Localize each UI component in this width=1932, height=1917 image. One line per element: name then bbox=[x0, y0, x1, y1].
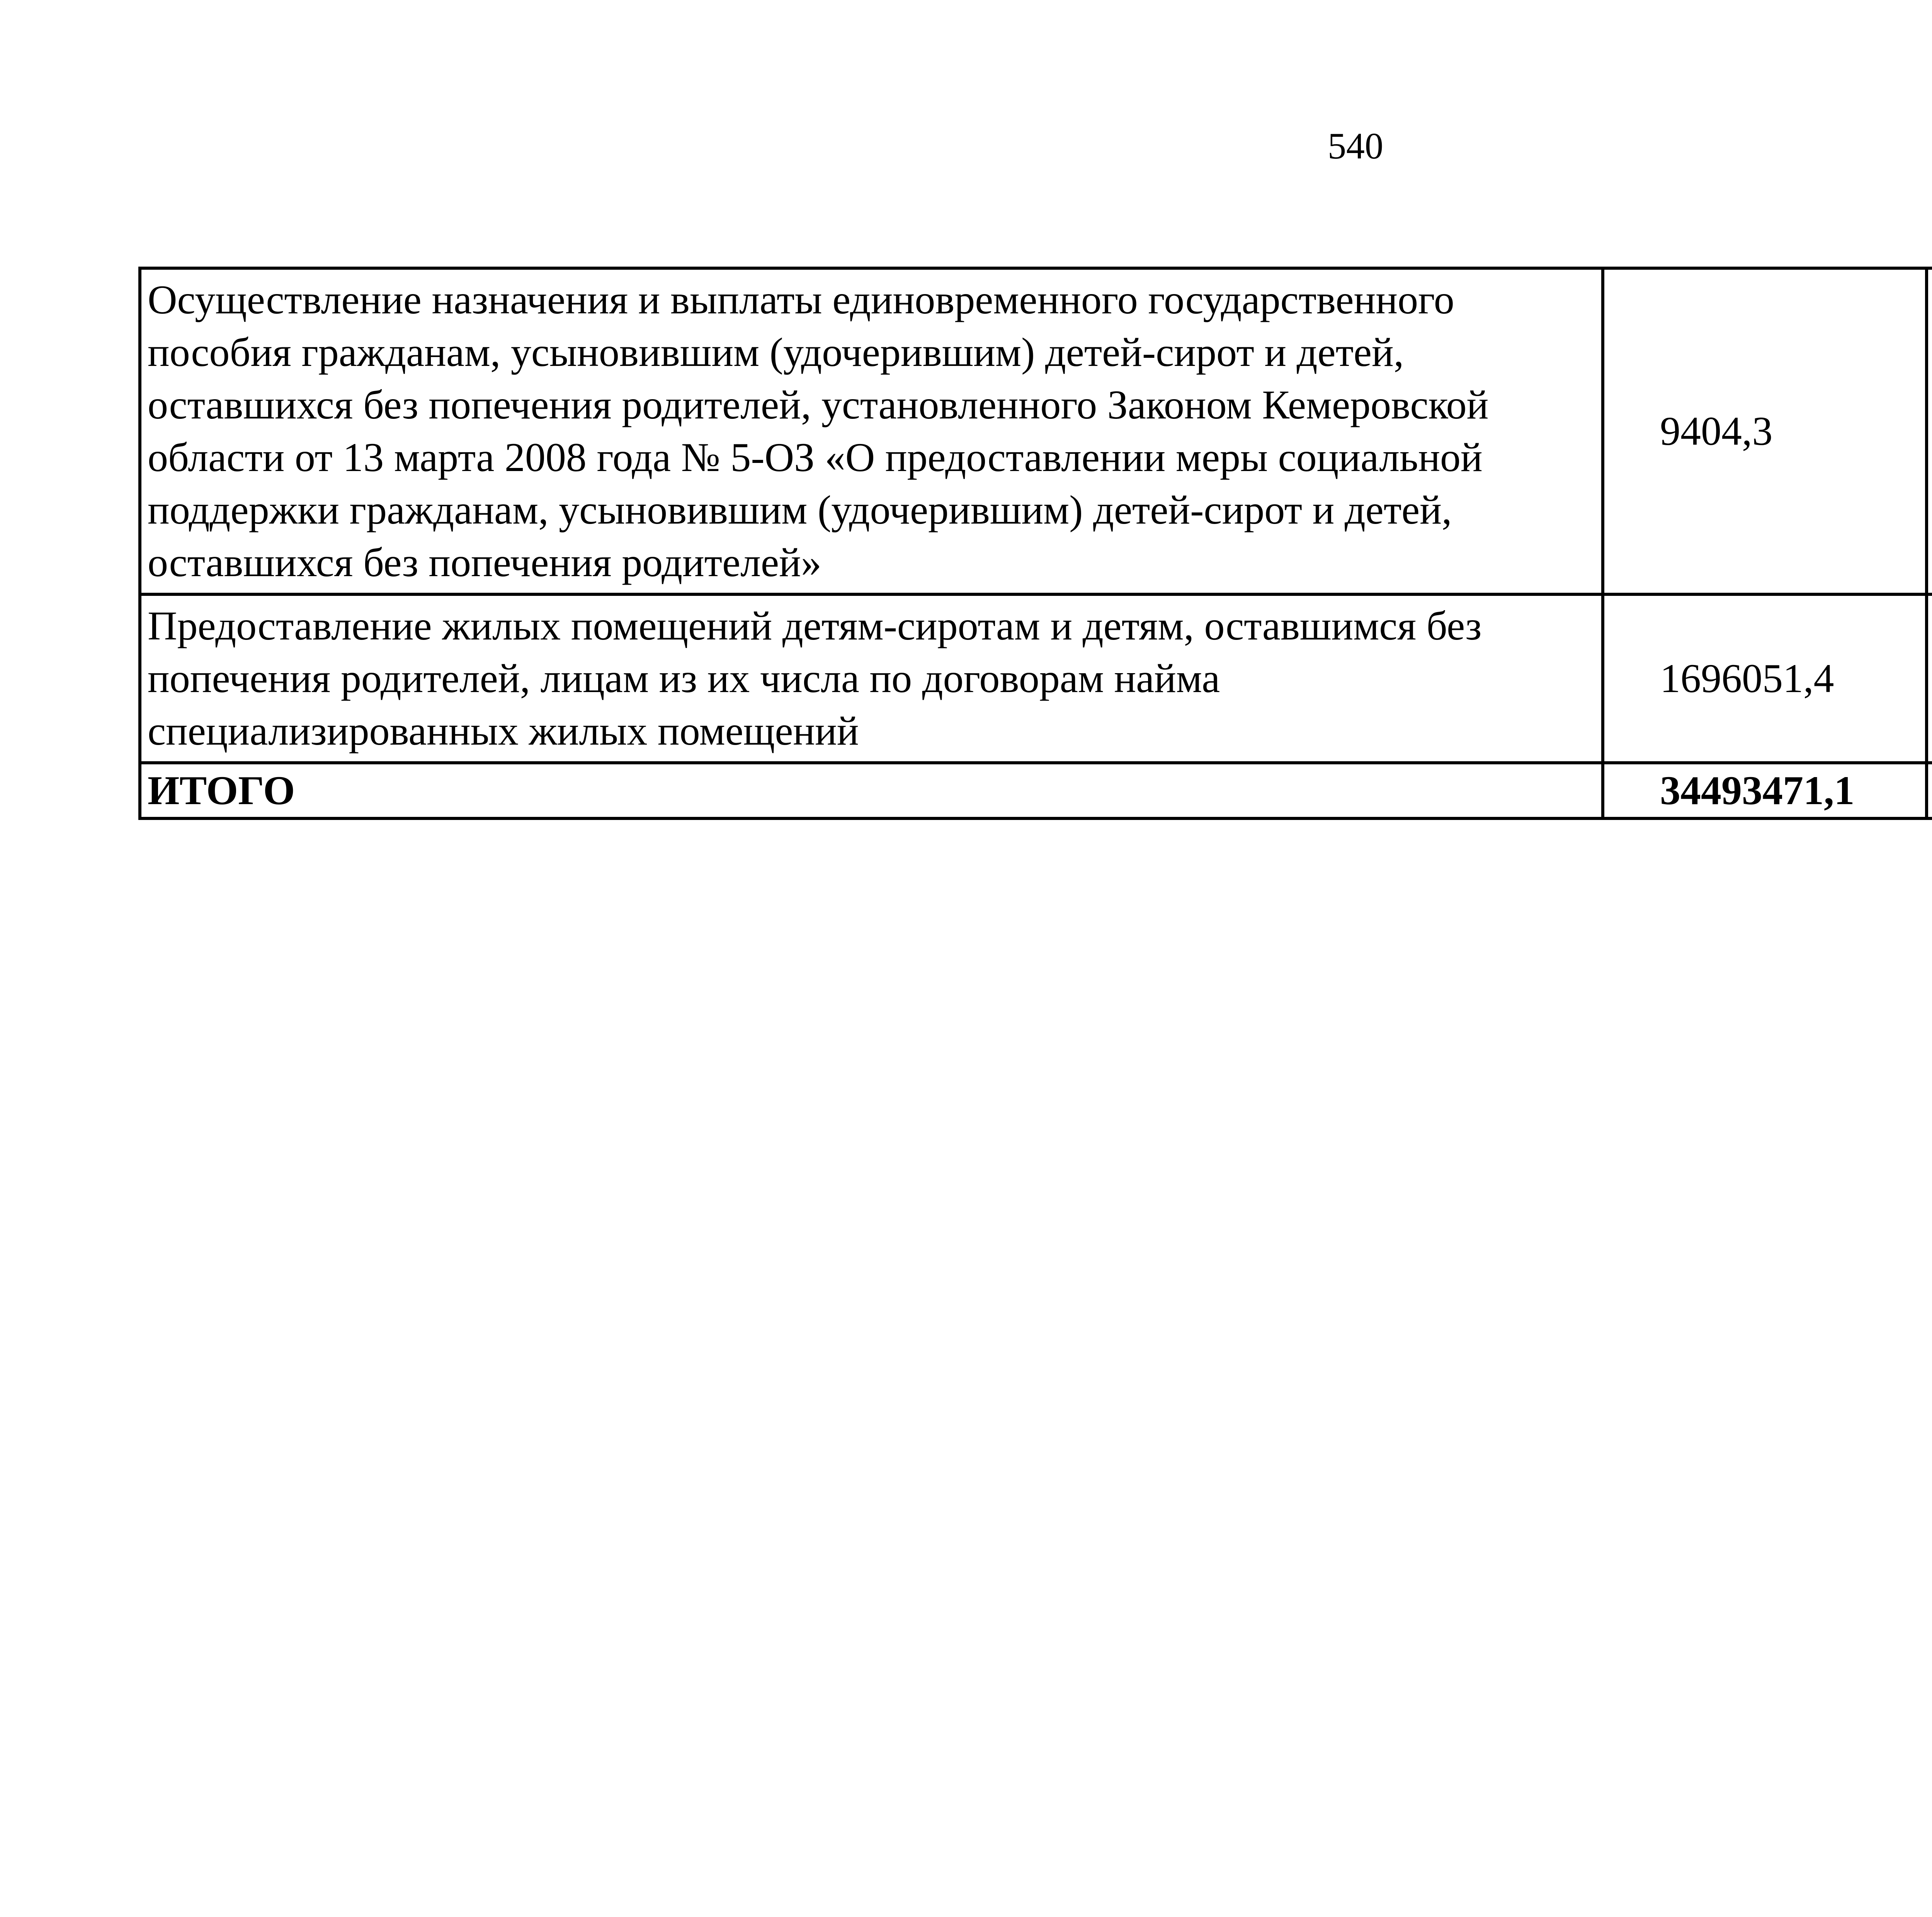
total-row bbox=[140, 763, 1932, 818]
row-description: Осуществление назначения и выплаты единовременного государственного пособия гражданам, усыновившим (удочерившим) детей-сирот и детей, оставшихся без попечения родителей, установленного Законом Кемеровской области от 13 марта 2008 года № 5-ОЗ «О предоставлении меры социальной поддержки гражданам, усыновившим (удочерившим) детей-сирот и детей, оставшихся без попечения родителей» bbox=[140, 268, 1603, 594]
row-value-2 bbox=[1927, 268, 1932, 594]
row-value-1: 1696051,4 bbox=[1603, 594, 1927, 763]
row-value-2 bbox=[1927, 594, 1932, 763]
table-row bbox=[140, 268, 1932, 594]
row-description: Предоставление жилых помещений детям-сиротам и детям, оставшимся без попечения родителей, лицам из их числа по договорам найма специализированных жилых помещений bbox=[140, 594, 1603, 763]
budget-table bbox=[138, 267, 1932, 820]
row-value-1: 9404,3 bbox=[1603, 268, 1927, 594]
total-label: ИТОГО bbox=[140, 763, 1603, 818]
total-value-1: 34493471,1 bbox=[1603, 763, 1927, 818]
total-value-2 bbox=[1927, 763, 1932, 818]
page-number: 540 bbox=[1328, 125, 1383, 167]
table-row bbox=[140, 594, 1932, 763]
